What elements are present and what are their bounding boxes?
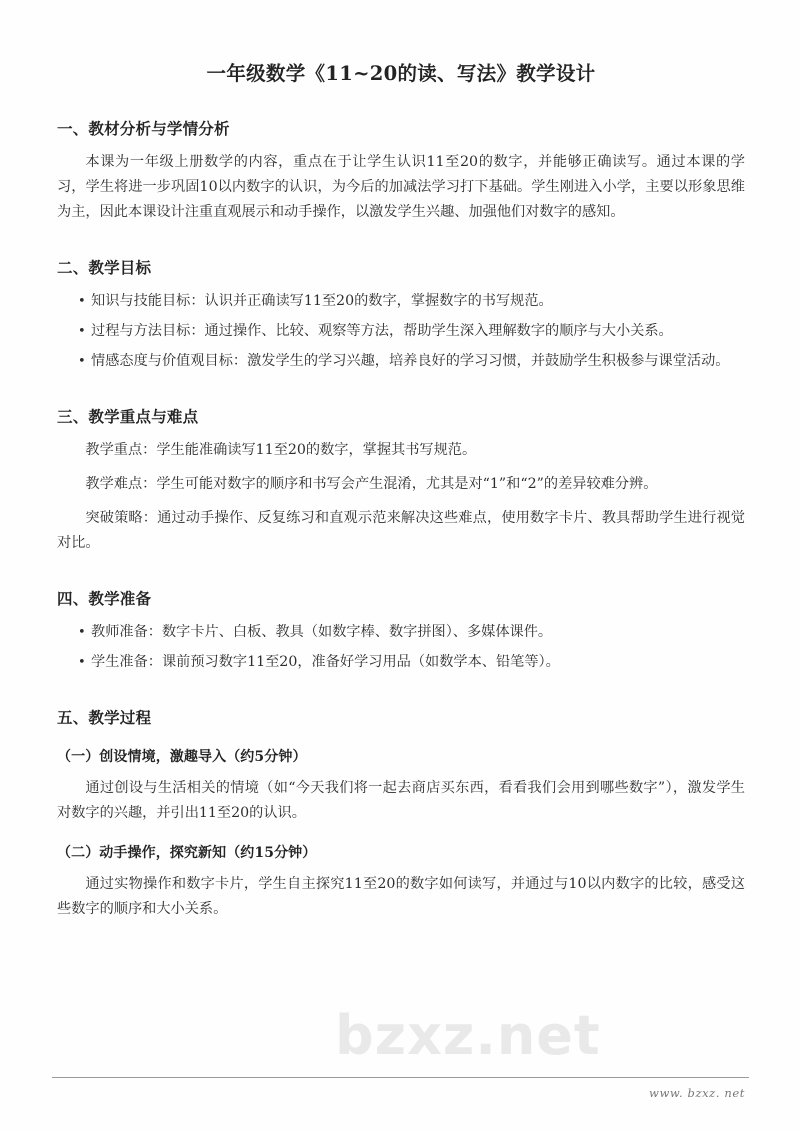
subsection-heading-5-2: （二）动手操作，探究新知（约15分钟）: [57, 845, 317, 861]
footer-divider: [52, 1077, 749, 1078]
section-2-bullet-list: [57, 280, 745, 374]
section-3-paragraph-1: 教学重点：学生能准确读写11至20的数字，掌握其书写规范。: [85, 442, 477, 458]
list-item: • 情感态度与价值观目标：激发学生的学习兴趣，培养良好的学习习惯，并鼓励学生积极参与课堂活动。: [57, 344, 745, 374]
section-4-bullet-list: [57, 611, 745, 675]
section-heading-1: 一、教材分析与学情分析: [57, 119, 230, 138]
section-1-paragraph-1: 本课为一年级上册数学的内容，重点在于让学生认识11至20的数字，并能够正确读写。通过本课的学习，学生将进一步巩固10以内数字的认识，为今后的加减法学习打下基础。学生刚进入小学，主要以形象思维为主，因此本课设计注重直观展示和动手操作，以激发学生兴趣、加强他们对数字的感知。: [57, 154, 745, 220]
footer-url: www. bzxz. net: [649, 1086, 745, 1100]
list-item: • 学生准备：课前预习数字11至20，准备好学习用品（如数学本、铅笔等）。: [57, 645, 745, 675]
document-title: 一年级数学《11~20的读、写法》教学设计: [206, 62, 596, 85]
section-3-paragraph-2: 教学难点：学生可能对数字的顺序和书写会产生混淆，尤其是对“1”和“2”的差异较难分辨。: [85, 476, 658, 492]
section-heading-2: 二、教学目标: [57, 258, 152, 277]
section-heading-3: 三、教学重点与难点: [57, 407, 199, 426]
subsection-heading-5-1: （一）创设情境，激趣导入（约5分钟）: [57, 749, 307, 765]
list-item: • 过程与方法目标：通过操作、比较、观察等方法，帮助学生深入理解数字的顺序与大小关系。: [57, 314, 745, 344]
watermark-text: bzxz.net: [335, 1004, 601, 1067]
section-heading-4: 四、教学准备: [57, 589, 152, 608]
subsection-5-2-paragraph: 通过实物操作和数字卡片，学生自主探究11至20的数字如何读写，并通过与10以内数字的比较，感受这些数字的顺序和大小关系。: [57, 876, 745, 917]
subsection-5-1-paragraph: 通过创设与生活相关的情境（如“今天我们将一起去商店买东西，看看我们会用到哪些数字”），激发学生对数字的兴趣，并引出11至20的认识。: [57, 780, 745, 821]
section-heading-5: 五、教学过程: [57, 708, 152, 727]
list-item: • 教师准备：数字卡片、白板、教具（如数字棒、数字拼图）、多媒体课件。: [57, 615, 745, 645]
list-item: • 知识与技能目标：认识并正确读写11至20的数字，掌握数字的书写规范。: [57, 284, 745, 314]
section-3-paragraph-3: 突破策略：通过动手操作、反复练习和直观示范来解决这些难点，使用数字卡片、教具帮助学生进行视觉对比。: [57, 510, 745, 551]
